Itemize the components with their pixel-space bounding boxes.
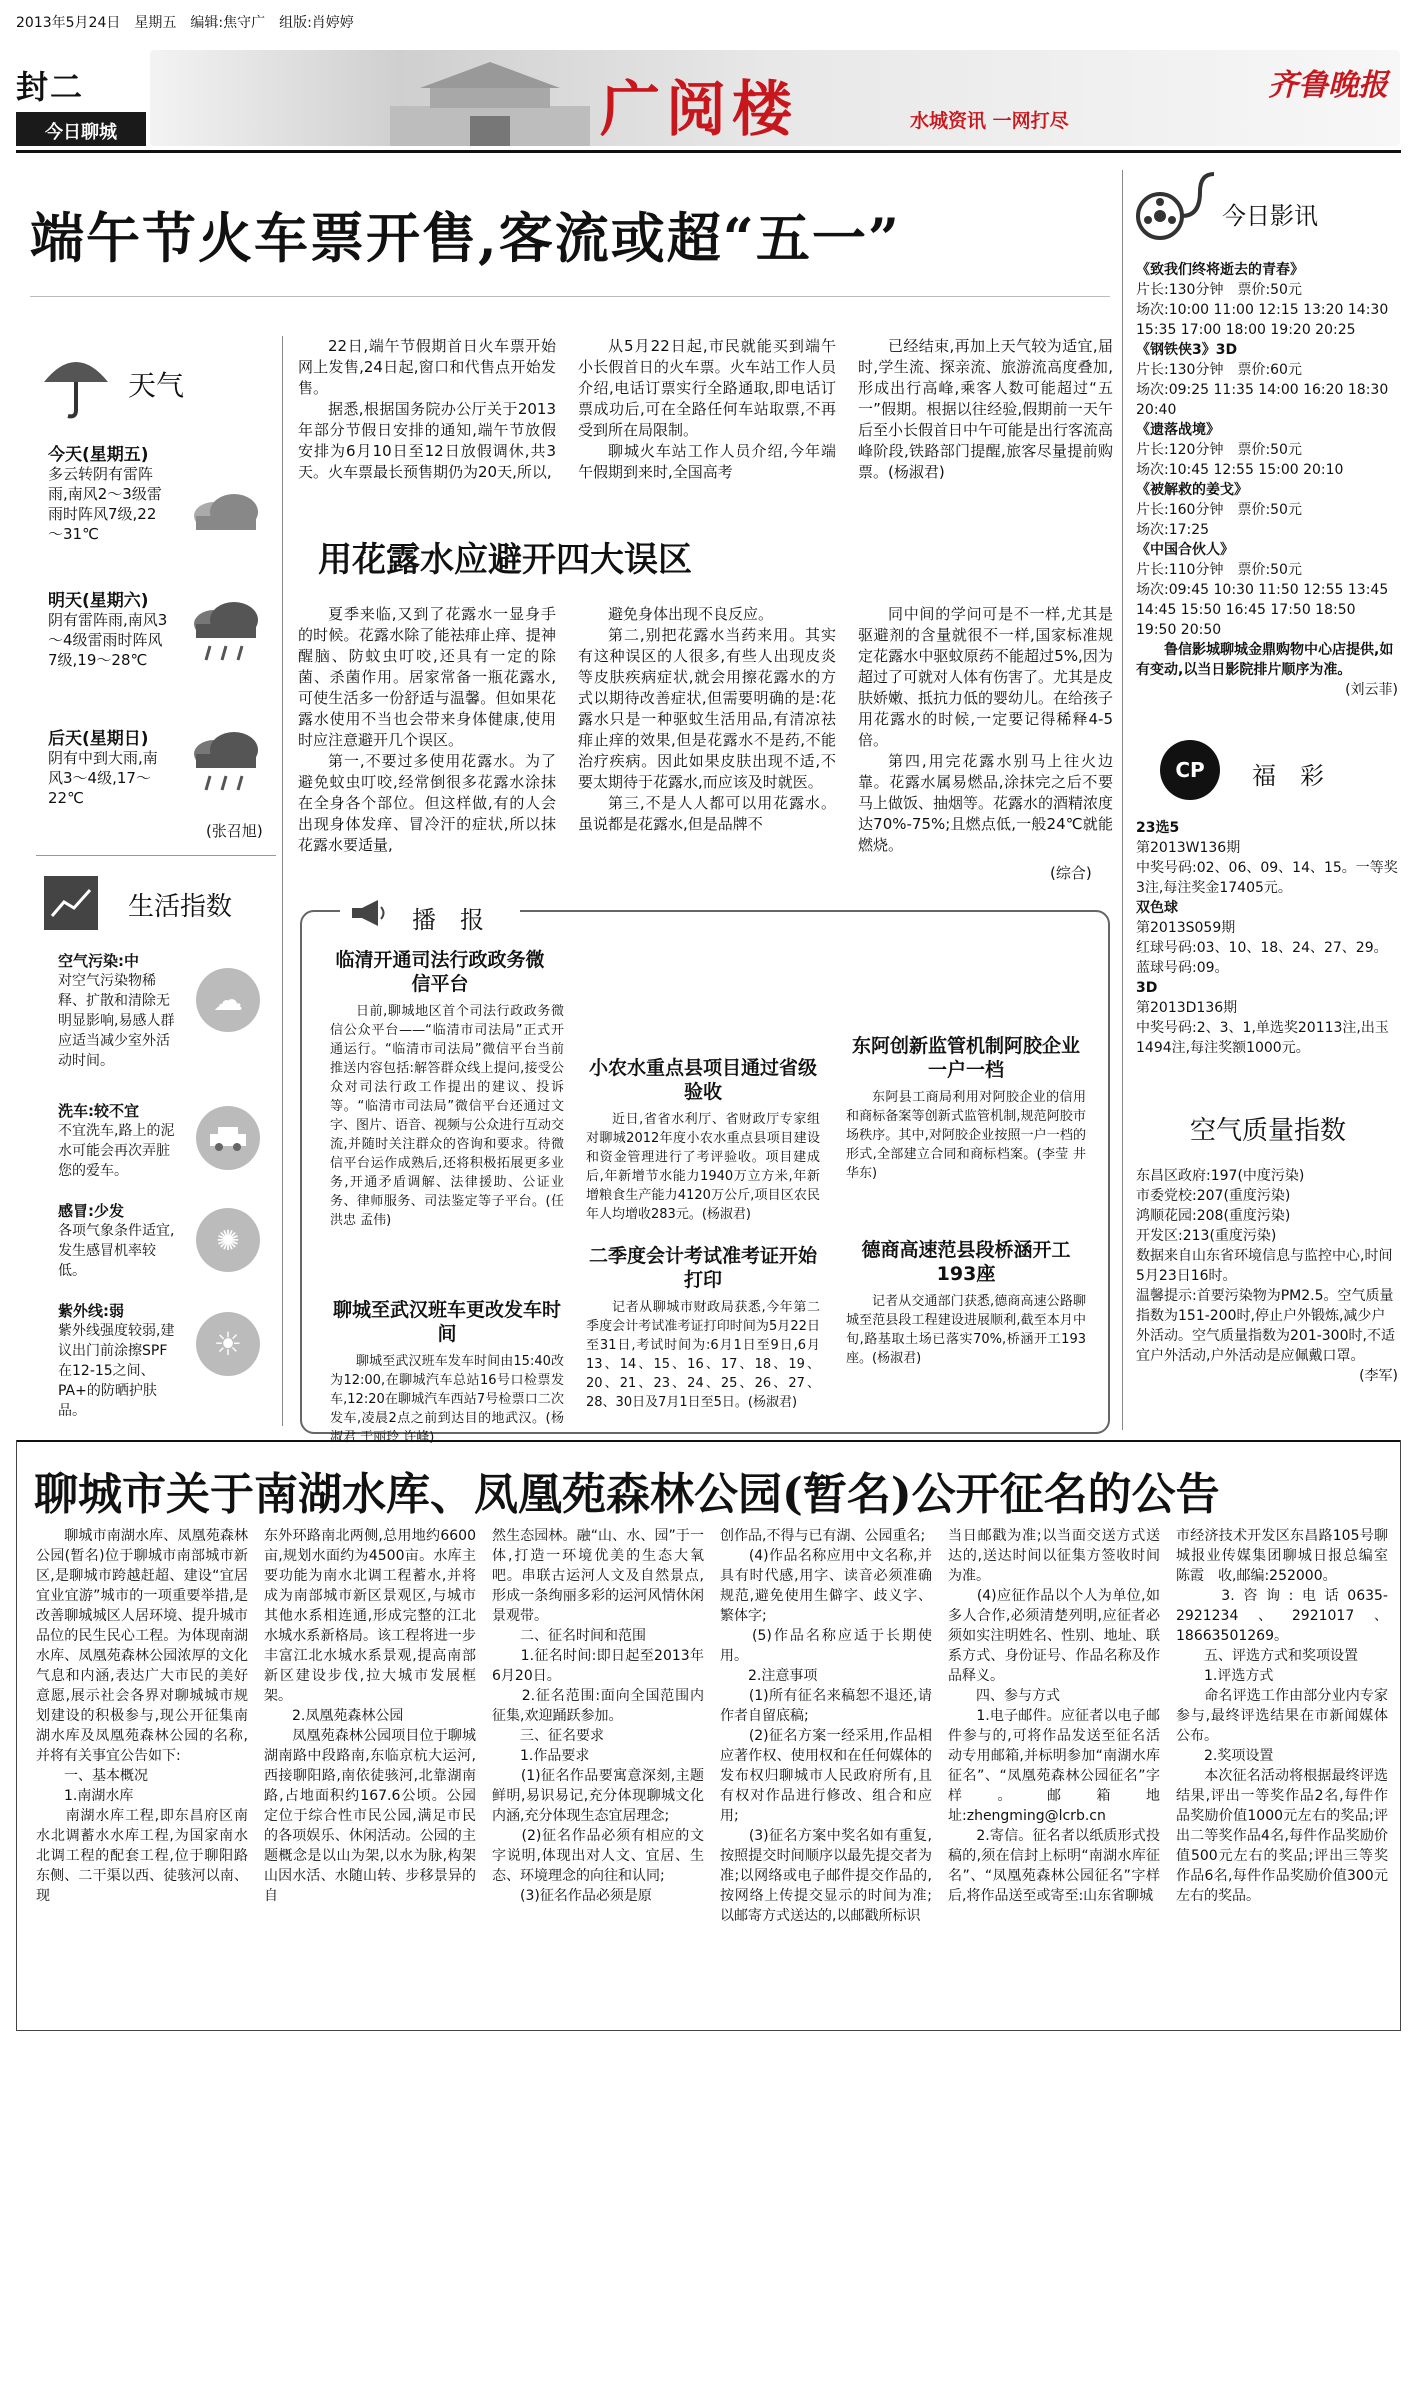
bulletin-item-body: 近日,省省水利厅、省财政厅专家组对聊城2012年度小农水重点县项目建设和资金管理进行了考评验收。项目建成后,年新增节水能力1940万立方米,年新增粮食生产能力4120万公斤,项目区农民年人均增收283元。(杨淑君) — [586, 1112, 820, 1222]
notice-col-3: 然生态园林。融“山、水、园”于一体,打造一环境优美的生态大氧吧。串联古运河人文及自然景点,形成一条绚丽多彩的运河风情休闲景观带。 二、征名时间和范围 1.征名时间:即日起至2013年6月20日。 2.征名范围:面向全国范围内征集,欢迎踊跃参加。 三、征名要求 1.作品要求 (1)征名作品要寓意深刻,主题鲜明,易识易记,充分体现聊城文化内涵,充分体现生态宜居理念; (2)征名作品必须有相应的文字说明,体现出对人文、宜居、生态、环境理念的向往和认同; (3)征名作品必须是原 — [492, 1528, 704, 1904]
umbrella-icon — [36, 350, 116, 420]
film-info: 片长:110分钟 票价:50元 — [1136, 562, 1302, 578]
floral-col-1: 夏季来临,又到了花露水一显身手的时候。花露水除了能祛痱止痒、提神醒脑、防蚊虫叮咬,还具有一定的除菌、杀菌作用。居家常备一瓶花露水,可使生活多一份舒适与温馨。但如果花露水使用不当也会带来身体健康,使用时应注意避开几个误区。 第一,不要过多使用花露水。为了避免蚊虫叮咬,经常倒很多花露水涂抹在全身各个部位。但这样做,有的人会出现身体发痒、冒冷汗的症状,所以抹花露水要适量, — [298, 605, 556, 854]
life-item-air-label: 空气污染:中 — [58, 952, 139, 970]
life-item-cold-text: 各项气象条件适宜,发生感冒机率较低。 — [58, 1223, 175, 1279]
bulletin-item-title: 德商高速范县段桥涵开工193座 — [861, 1239, 1071, 1285]
life-item-cold-label: 感冒:少发 — [58, 1202, 124, 1220]
film-times: 场次:09:25 11:35 14:00 16:20 18:30 20:40 — [1136, 382, 1389, 418]
film-reel-icon — [1130, 168, 1220, 248]
film-info: 片长:130分钟 票价:50元 — [1136, 282, 1302, 298]
notice-col-1: 聊城市南湖水库、凤凰苑森林公园(暂名)位于聊城市南部城市新区,是聊城市跨越赶超、建设“宜居宜业宜游”城市的一项重要举措,是改善聊城城区人居环境、提升城市品位的民生民心工程。为体现南湖水库、凤凰苑森林公园浓厚的文化气息和内涵,表达广大市民的美好意愿,展示社会各界对聊城城市规划建设的积极参与,现公开征集南湖水库及凤凰苑森林公园的名称,并将有关事宜公告如下: 一、基本概况 1.南湖水库 南湖水库工程,即东昌府区南水北调蓄水水库工程,为国家南水北调工程的配套工程,位于聊阳路东侧、二干渠以西、徒骇河以南、现 — [36, 1528, 248, 1904]
notice-col-6: 市经济技术开发区东昌路105号聊城报业传媒集团聊城日报总编室 陈霞 收,邮编:252000。 3.咨询:电话0635-2921234、2921017、18663501269。 五、评选方式和奖项设置 1.评选方式 命名评选工作由部分业内专家参与,最终评选结果在市新闻媒体公布。 2.奖项设置 本次征名活动将根据最终评选结果,评出一等奖作品2名,每件作品奖励价值1000元左右的奖品;评出二等奖作品4名,每件作品奖励价值500元左右的奖品;评出三等奖作品6名,每件作品奖励价值300元左右的奖品。 — [1176, 1528, 1388, 1904]
rain-cloud-icon — [186, 600, 266, 670]
rain-cloud-icon — [186, 730, 266, 800]
lead-col-3: 已经结束,再加上天气较为适宜,届时,学生流、探亲流、旅游流高度叠加,形成出行高峰,乘客人数可能超过“五一”假期。根据以往经验,假期前一天午后至小长假首日中午可能是出行客流高峰阶段,铁路部门提醒,旅客尽量提前购票。(杨淑君) — [858, 337, 1114, 481]
bulletin-item-title: 东阿创新监管机制阿胶企业一户一档 — [851, 1035, 1080, 1081]
cinema-film — [1136, 260, 1398, 700]
notice-col-2: 东外环路南北两侧,总用地约6600亩,规划水面约为4500亩。水库主要功能为南水北调工程蓄水,并将成为南部城市新区景观区,与城市其他水系相连通,形成完整的江北水城水系新格局。该工程将进一步丰富江北水城水系景观,提高南部新区建设步伐,拉大城市发展框架。 2.凤凰苑森林公园 凤凰苑森林公园项目位于聊城湖南路中段路南,东临京杭大运河,西接聊阳路,南依徒骇河,北靠湖南路,占地面积约167.6公顷。公园定位于综合性市民公园,满足市民的各项娱乐、休闲活动。公园的主题概念是以山为架,以水为脉,构架山因水活、水随山转、步移景异的自 — [264, 1528, 476, 1904]
film-times: 场次:10:45 12:55 15:00 20:10 — [1136, 462, 1344, 478]
lottery-line: 第2013D136期 — [1136, 1000, 1238, 1016]
lottery-line: 第2013S059期 — [1136, 920, 1236, 936]
notice-headline: 聊城市关于南湖水库、凤凰苑森林公园(暂名)公开征名的公告 — [34, 1469, 1220, 1520]
air-icon: ☁ — [196, 968, 260, 1032]
bulletin-item-body: 记者从聊城市财政局获悉,今年第二季度会计考试准考证打印时间为5月22日至31日,考试时间为:6月1日至9日,6月13、14、15、16、17、18、19、20、21、23、24、25、26、27、28、30日及7月1日至5日。(杨淑君) — [586, 1300, 820, 1410]
bulletin-item-body: 聊城至武汉班车发车时间由15:40改为12:00,在聊城汽车总站16号口检票发车,12:20在聊城汽车西站7号检票口二次发车,凌晨2点之前到达目的地武汉。(杨淑君 于丽玲 许峰) — [330, 1354, 564, 1445]
bulletin-item-body: 记者从交通部门获悉,德商高速公路聊城至范县段工程建设进展顺利,截至本月中旬,路基取土场已落实70%,桥涵开工193座。(杨淑君) — [846, 1294, 1086, 1366]
weather-tomorrow-label: 明天(星期六) — [48, 591, 149, 611]
weather-after: 阴有中到大雨,南风3～4级,17～22℃ — [48, 749, 158, 807]
film-name: 《中国合伙人》 — [1136, 542, 1234, 558]
date-line: 2013年5月24日 星期五 编辑:焦守广 组版:肖婷婷 — [16, 15, 354, 31]
lottery-line: 蓝球号码:09。 — [1136, 960, 1229, 976]
bulletin-item-title: 小农水重点县项目通过省级验收 — [588, 1057, 817, 1103]
air-line: 东昌区政府:197(中度污染) — [1136, 1168, 1305, 1184]
bulletin-item-body: 东阿县工商局利用对阿胶企业的信用和商标备案等创新式监管机制,规范阿胶市场秩序。其中,对阿胶企业按照一户一档的形式,全部建立合同和商标档案。(李莹 井华东) — [846, 1090, 1086, 1181]
lottery-logo-text: CP — [1175, 758, 1205, 782]
film-times: 场次:17:25 — [1136, 522, 1210, 538]
cinema-title: 今日影讯 — [1222, 202, 1318, 230]
left-column-divider — [282, 336, 283, 1426]
virus-icon: ✺ — [196, 1208, 260, 1272]
air-line: 市委党校:207(重度污染) — [1136, 1188, 1291, 1204]
air-line: 鸿顺花园:208(重度污染) — [1136, 1208, 1291, 1224]
film-info: 片长:130分钟 票价:60元 — [1136, 362, 1302, 378]
life-item-uv-text: 紫外线强度较弱,建议出门前涂擦SPF在12-15之间、PA+的防晒护肤品。 — [58, 1323, 175, 1419]
bulletin-item-title: 聊城至武汉班车更改发车时间 — [332, 1299, 561, 1345]
weather-today-label: 今天(星期五) — [48, 445, 149, 465]
lead-col-2: 从5月22日起,市民就能买到端午小长假首日的火车票。火车站工作人员介绍,电话订票实行全路通取,即电话订票成功后,可在全路任何车站取票,不再受到所在局限制。 聊城火车站工作人员介绍,今年端午假期到来时,全国高考 — [578, 337, 836, 481]
weather-today: 多云转阴有雷阵雨,南风2～3级雷雨时阵风7级,22～31℃ — [48, 465, 162, 543]
bulletin-item-title: 二季度会计考试准考证开始打印 — [588, 1245, 817, 1291]
lead-headline: 端午节火车票开售,客流或超“五一” — [30, 206, 901, 270]
chart-icon — [44, 876, 98, 930]
masthead-title: 广阅楼 — [600, 75, 798, 145]
film-name: 《被解救的姜戈》 — [1136, 482, 1248, 498]
life-item-air-text: 对空气污染物稀释、扩散和清除无明显影响,易感人群应适当减少室外活动时间。 — [58, 973, 175, 1069]
air-line: 开发区:213(重度污染) — [1136, 1228, 1277, 1244]
air-line: 数据来自山东省环境信息与监控中心,时间5月23日16时。 — [1136, 1248, 1393, 1284]
notice-col-4: 创作品,不得与已有湖、公园重名; (4)作品名称应用中文名称,并具有时代感,用字、读音必须准确规范,避免使用生僻字、歧义字、繁体字; (5)作品名称应适于长期使用。 2.注意事项 (1)所有征名来稿恕不退还,请作者自留底稿; (2)征名方案一经采用,作品相应著作权、使用权和在任何媒体的发布权归聊城市人民政府所有,且有权对作品进行修改、组合和应用; (3)征名方案中奖名如有重复,按照提交时间顺序以最先提交者为准;以网络或电子邮件提交作品的,按网络上传提交显示的时间为准;以邮寄方式送达的,以邮戳所标识 — [720, 1528, 932, 1924]
floral-col-2: 避免身体出现不良反应。 第二,别把花露水当药来用。其实有这种误区的人很多,有些人出现皮炎等皮肤疾病症状,就会用擦花露水的方式以期待改善症状,但需要明确的是:花露水只是一种驱蚊生活用品,有清凉祛痱止痒的效果,但是花露水不是药,不能治疗疾病。因此如果皮肤出现不适,不要太期待于花露水,而应该及时就医。 第三,不是人人都可以用花露水。虽说都是花露水,但是品牌不 — [578, 605, 836, 833]
masthead-rule — [16, 150, 1401, 153]
notice-border — [16, 1440, 1401, 2031]
lottery-title: 福 彩 — [1252, 762, 1324, 790]
weather-after-label: 后天(星期日) — [48, 729, 149, 749]
lottery-results — [1136, 818, 1398, 1058]
air-byline: (李军) — [1359, 1368, 1398, 1384]
bulletin-title: 播 报 — [412, 906, 484, 934]
lottery-logo-icon — [1160, 740, 1220, 800]
film-times: 场次:10:00 11:00 12:15 13:20 14:30 15:35 17:00 18:00 19:20 20:25 — [1136, 302, 1389, 338]
bulletin-item-body: 日前,聊城地区首个司法行政政务微信公众平台——“临清市司法局”正式开通运行。“临清市司法局”微信平台当前推送内容包括:解答群众线上提问,接受公众对司法行政工作提出的建议、投诉等。“临清市司法局”微信平台还通过文字、图片、语音、视频与公众进行互动交流,并随时关注群众的咨询和要求。待微信平台运作成熟后,还将积极拓展更多业务,开通矛盾调解、法律援助、公证业务、律师服务、司法鉴定等子平台。(任洪忠 孟伟) — [330, 1004, 565, 1228]
film-name: 《钢铁侠3》3D — [1136, 342, 1238, 358]
car-icon — [196, 1106, 260, 1170]
masthead-tagline: 水城资讯 一网打尽 — [910, 110, 1069, 132]
weather-title: 天气 — [128, 369, 185, 402]
floral-byline: (综合) — [1050, 864, 1092, 882]
notice-col-5: 当日邮戳为准;以当面交送方式送达的,送达时间以征集方签收时间为准。 (4)应征作品以个人为单位,如多人合作,必须清楚列明,应征者必须如实注明姓名、性别、地址、联系方式、身份证号、作品名称及作品释义。 四、参与方式 1.电子邮件。应征者以电子邮件参与的,可将作品发送至征名活动专用邮箱,并标明参加“南湖水库征名”、“凤凰苑森林公园征名”字样。邮箱地址:zhengming@lcrb.cn 2.寄信。征名者以纸质形式投稿的,须在信封上标明“南湖水库征名”、“凤凰苑森林公园征名”字样后,将作品送至或寄至:山东省聊城 — [948, 1528, 1160, 1904]
section-label: 封二 — [16, 68, 85, 106]
floral-headline: 用花露水应避开四大误区 — [318, 540, 692, 580]
cinema-byline: (刘云菲) — [1345, 682, 1398, 698]
film-name: 《遗落战境》 — [1136, 422, 1220, 438]
lead-headline-rule — [30, 296, 1110, 297]
lottery-line: 3D — [1136, 980, 1158, 996]
film-info: 片长:120分钟 票价:50元 — [1136, 442, 1302, 458]
megaphone-icon — [346, 896, 390, 930]
bulletin-item-title: 临清开通司法行政政务微信平台 — [335, 949, 545, 995]
weather-rule — [36, 855, 276, 856]
film-name: 《致我们终将逝去的青春》 — [1136, 262, 1304, 278]
weather-tomorrow: 阴有雷阵雨,南风3～4级雷雨时阵风7级,19～28℃ — [48, 611, 168, 669]
life-item-car-text: 不宜洗车,路上的泥水可能会再次弄脏您的爱车。 — [58, 1123, 175, 1179]
lottery-line: 红球号码:03、10、18、24、27、29。 — [1136, 940, 1388, 956]
right-column-divider — [1122, 170, 1123, 1430]
life-item-car-label: 洗车:较不宜 — [58, 1102, 139, 1120]
film-info: 片长:160分钟 票价:50元 — [1136, 502, 1302, 518]
life-item-uv-label: 紫外线:弱 — [58, 1302, 124, 1320]
lead-col-1: 22日,端午节假期首日火车票开始网上发售,24日起,窗口和代售点开始发售。 据悉,根据国务院办公厅关于2013年部分节假日安排的通知,端午节放假安排为6月10日至12日放假调休,共3天。火车票最长预售期仍为20天,所以, — [298, 337, 556, 481]
life-index-title: 生活指数 — [128, 892, 233, 922]
air-title: 空气质量指数 — [1190, 1116, 1347, 1146]
cinema-note: 鲁信影城聊城金鼎购物中心店提供,如有变动,以当日影院排片顺序为准。 — [1136, 642, 1394, 678]
cloud-icon — [186, 486, 266, 536]
air-quality — [1136, 1166, 1398, 1386]
lottery-line: 23选5 — [1136, 820, 1180, 836]
subsection-label: 今日聊城 — [45, 122, 117, 143]
sun-icon: ☀ — [196, 1312, 260, 1376]
newspaper-logo: 齐鲁晚报 — [1268, 68, 1388, 103]
air-line: 温馨提示:首要污染物为PM2.5。空气质量指数为151-200时,停止户外锻炼,减少户外活动。空气质量指数为201-300时,不适宜户外活动,户外活动是应佩戴口罩。 — [1136, 1288, 1395, 1364]
lottery-line: 中奖号码:2、3、1,单选奖20113注,出玉1494注,每注奖额1000元。 — [1136, 1020, 1389, 1056]
lottery-line: 第2013W136期 — [1136, 840, 1241, 856]
lottery-line: 双色球 — [1136, 900, 1178, 916]
floral-col-3: 同中间的学问可是不一样,尤其是驱避剂的含量就很不一样,国家标准规定花露水中驱蚊原药不能超过5%,因为超过了可就对人体有伤害了。尤其是皮肤娇嫩、抵抗力低的婴幼儿。在给孩子用花露水的时候,一定要记得稀释4-5倍。 第四,用完花露水别马上往火边靠。花露水属易燃品,涂抹完之后不要马上做饭、抽烟等。花露水的酒精浓度达70%-75%;且燃点低,一般24℃就能燃烧。 — [858, 605, 1114, 854]
city-skyline — [370, 58, 610, 146]
film-times: 场次:09:45 10:30 11:50 12:55 13:45 14:45 15:50 16:45 17:50 18:50 19:50 20:50 — [1136, 582, 1389, 638]
lottery-line: 中奖号码:02、06、09、14、15。一等奖3注,每注奖金17405元。 — [1136, 860, 1398, 896]
weather-byline: (张召旭) — [206, 822, 263, 840]
